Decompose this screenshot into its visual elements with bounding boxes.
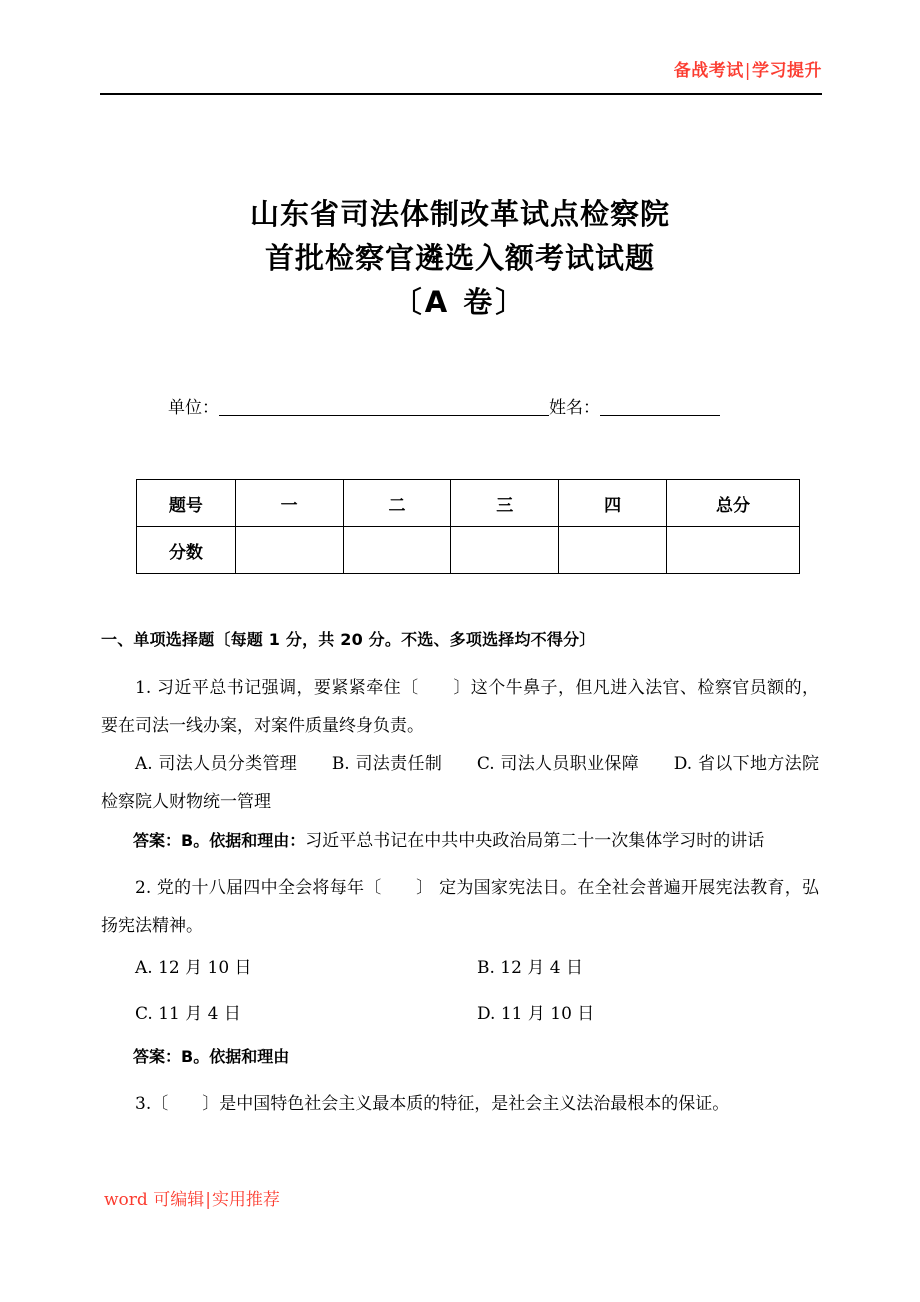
- question-2-option-d[interactable]: D. 11 月 10 日: [477, 1004, 595, 1024]
- header-rule: [100, 93, 822, 95]
- score-table-header-cell: 一: [235, 480, 343, 527]
- score-table-header-cell: 四: [559, 480, 667, 527]
- table-row: [137, 480, 800, 527]
- question-2-option-c[interactable]: C. 11 月 4 日: [135, 1004, 241, 1024]
- question-1-answer-lead: 答案：B。依据和理由：: [133, 831, 306, 850]
- score-table-row-label: 分数: [137, 527, 236, 574]
- title-line-2: 首批检察官遴选入额考试试题: [264, 241, 655, 275]
- score-cell[interactable]: [666, 527, 799, 574]
- header-tagline-left: 备战考试: [673, 61, 744, 81]
- footer-tagline-separator: |: [205, 1190, 211, 1210]
- name-blank-field[interactable]: [600, 415, 720, 416]
- question-1-stem: 1. 习近平总书记强调，要紧紧牵住〔 〕这个牛鼻子，但凡进入法官、检察官员额的，要在司法一线办案，对案件质量终身负责。: [101, 678, 819, 736]
- score-cell[interactable]: [235, 527, 343, 574]
- question-2: [101, 869, 819, 1077]
- title-line-volume: 〔A 卷〕: [392, 285, 528, 319]
- question-2-answer-lead: 答案：B。依据和理由: [133, 1047, 290, 1066]
- page-title: [0, 192, 920, 324]
- score-table: [136, 479, 800, 574]
- question-2-stem: 2. 党的十八届四中全会将每年〔 〕 定为国家宪法日。在全社会普遍开展宪法教育，弘扬宪法精神。: [101, 878, 819, 936]
- question-2-answer: [101, 1037, 819, 1077]
- question-2-option-b[interactable]: B. 12 月 4 日: [477, 958, 583, 978]
- exam-content: [101, 625, 819, 1131]
- identity-line: [168, 396, 788, 420]
- question-1-answer-reason: 习近平总书记在中共中央政治局第二十一次集体学习时的讲话: [305, 831, 765, 851]
- score-table-header-cell: 三: [451, 480, 559, 527]
- score-cell[interactable]: [559, 527, 667, 574]
- name-label: 姓名：: [549, 398, 600, 418]
- table-row: [137, 527, 800, 574]
- score-cell[interactable]: [343, 527, 451, 574]
- score-table-header-cell: 题号: [137, 480, 236, 527]
- title-line-1: 山东省司法体制改革试点检察院: [249, 197, 670, 231]
- score-cell[interactable]: [451, 527, 559, 574]
- option-row: [135, 991, 819, 1037]
- question-3-stem: 3.〔 〕是中国特色社会主义最本质的特征，是社会主义法治最根本的保证。: [135, 1094, 730, 1114]
- footer-tagline-right: 实用推荐: [211, 1190, 280, 1210]
- header-tagline: [674, 56, 822, 81]
- option-row: [135, 945, 819, 991]
- question-2-options: [101, 945, 819, 1037]
- header-tagline-right: 学习提升: [752, 61, 822, 81]
- unit-label: 单位：: [168, 398, 219, 418]
- score-table-header-cell: 总分: [666, 480, 799, 527]
- question-2-option-a[interactable]: A. 12 月 10 日: [135, 958, 252, 978]
- section-heading: 一、单项选择题〔每题 1 分，共 20 分。不选、多项选择均不得分〕: [101, 630, 596, 649]
- question-1-answer: [101, 821, 819, 861]
- question-1: [101, 669, 819, 861]
- question-3: [101, 1085, 819, 1123]
- header-tagline-separator: |: [744, 61, 751, 81]
- unit-blank-field[interactable]: [219, 415, 549, 416]
- score-table-header-cell: 二: [343, 480, 451, 527]
- question-1-options[interactable]: A. 司法人员分类管理 B. 司法责任制 C. 司法人员职业保障 D. 省以下地方法院检察院人财物统一管理: [101, 754, 819, 812]
- footer-tagline: [104, 1185, 280, 1210]
- footer-tagline-left: word 可编辑: [104, 1190, 205, 1210]
